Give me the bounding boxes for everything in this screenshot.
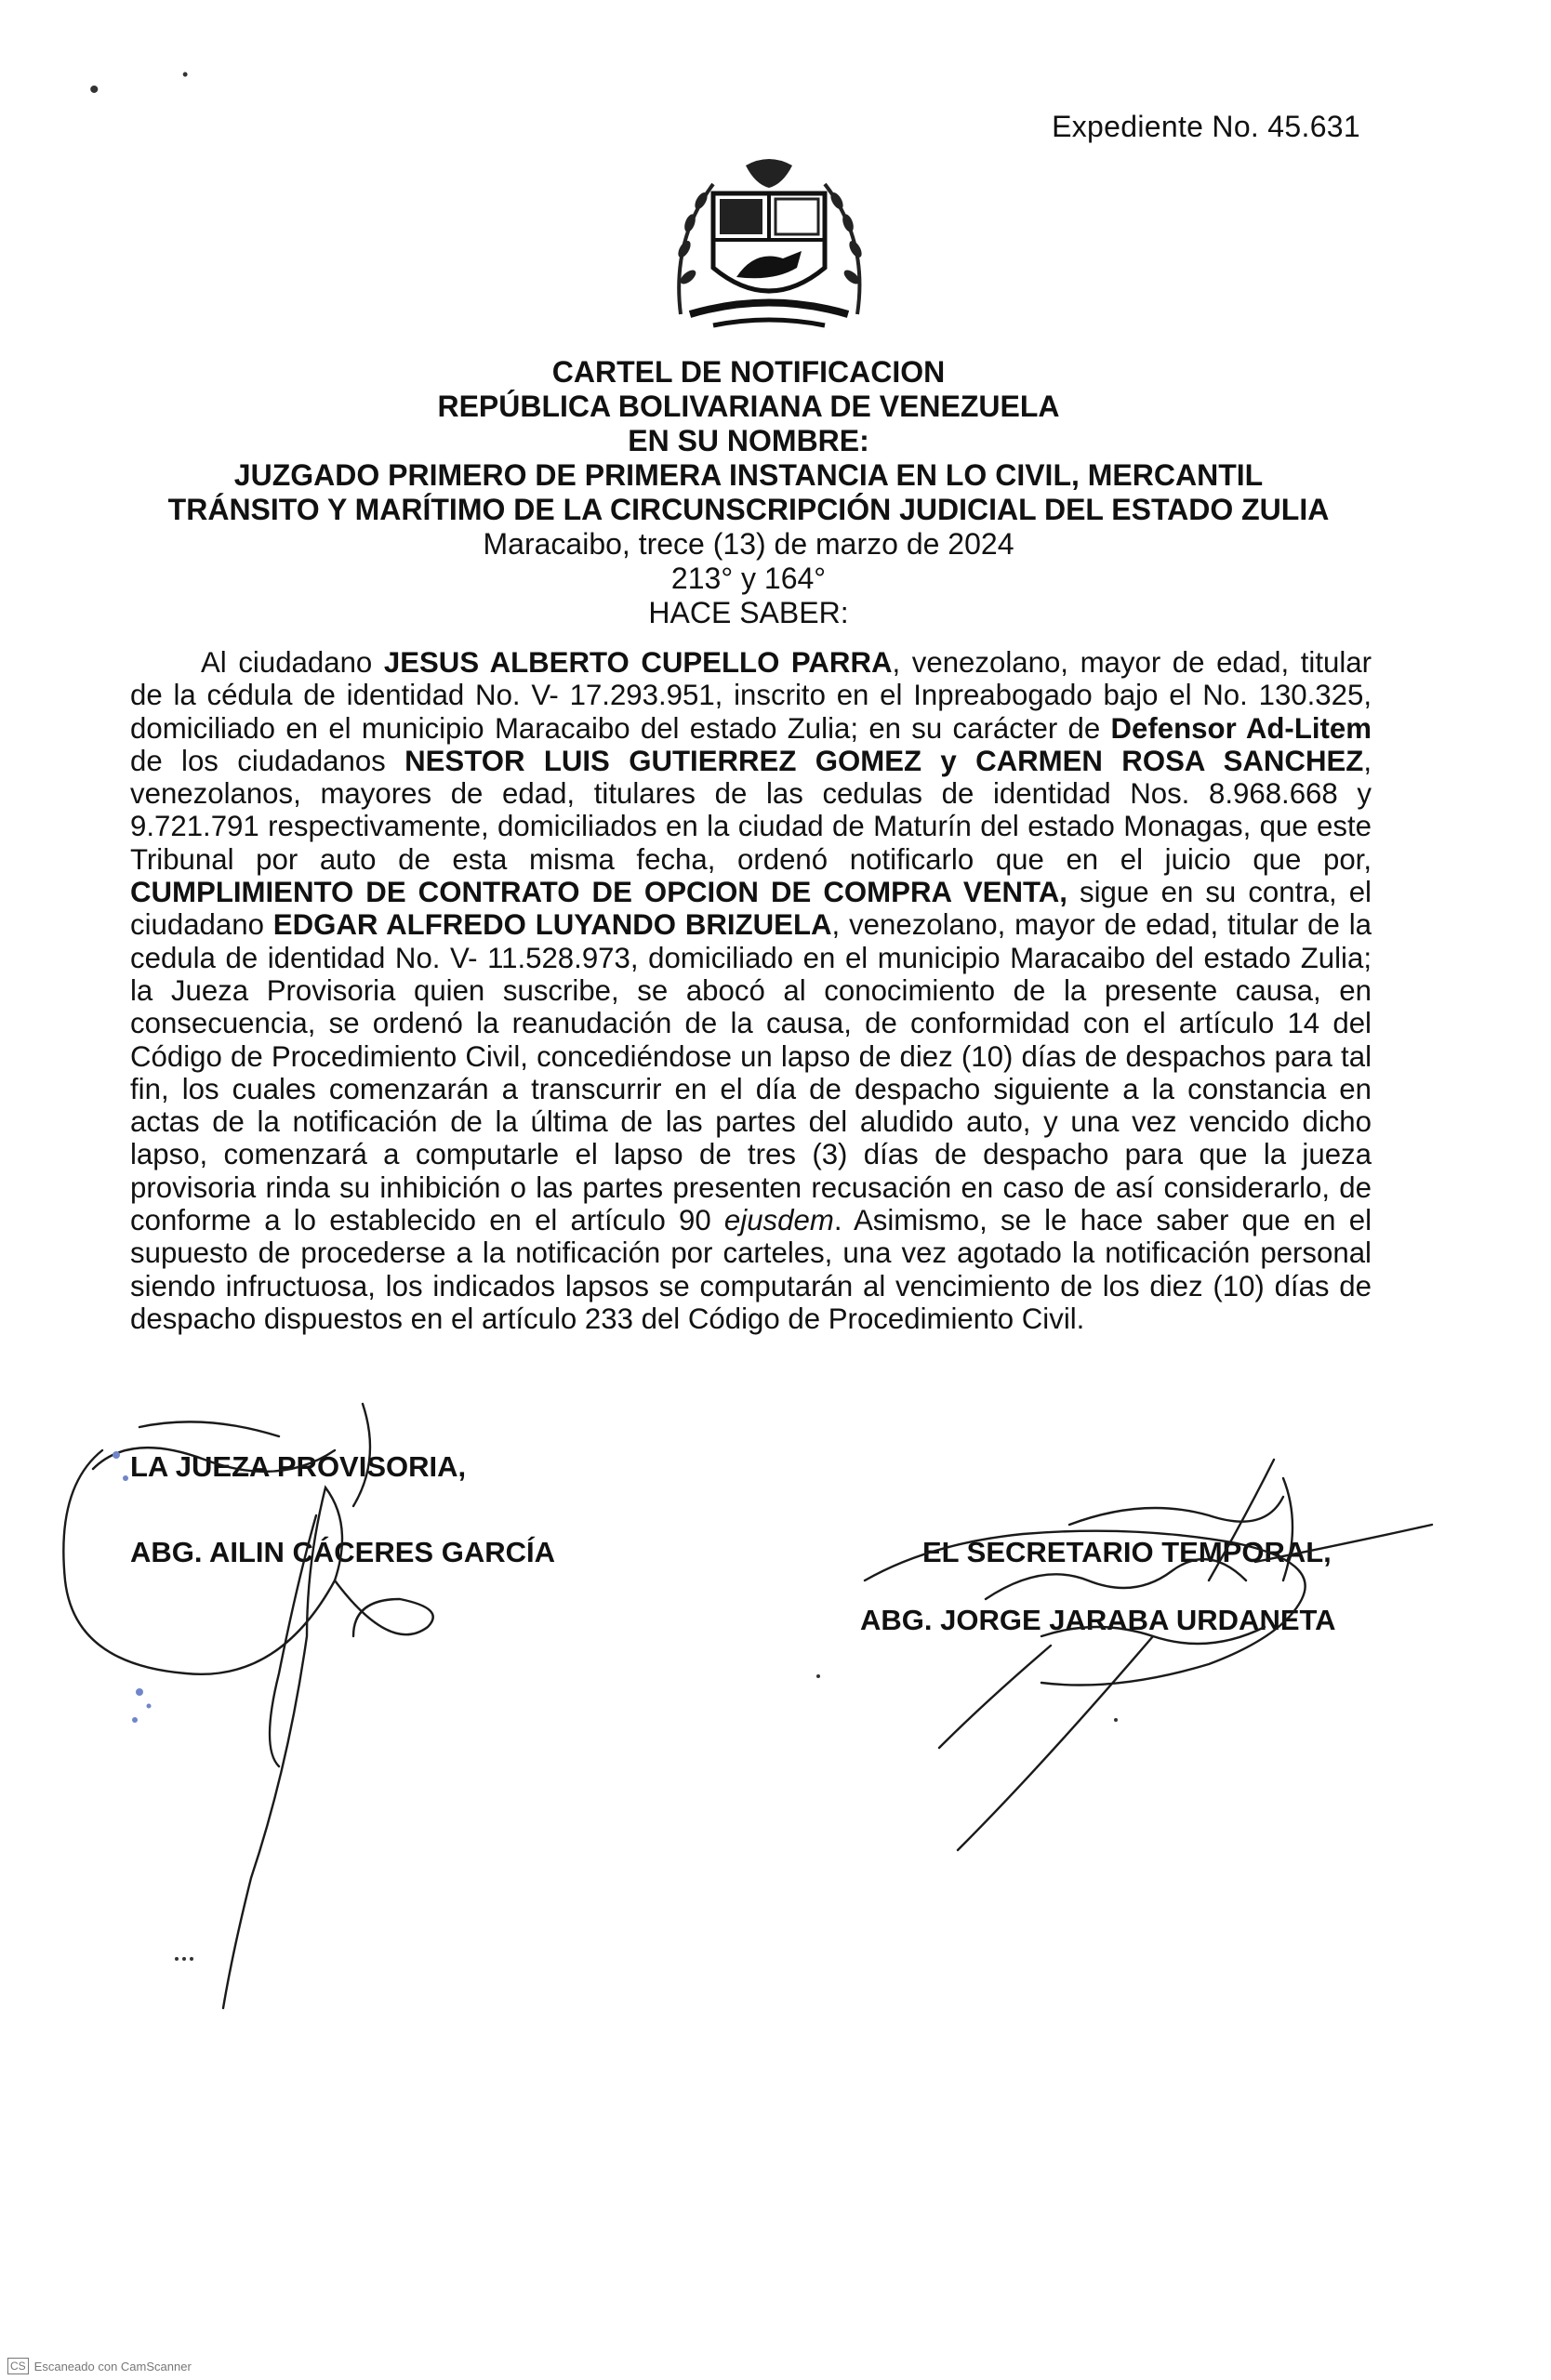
body-text: , venezolano, mayor de edad, titular de la cédula de identidad No. V- 17.293.951, inscrito en el Inpreabogado bajo el No. 130.325, domiciliado en el municipio Maracaibo del estado Zulia; en su carácter de <box>130 646 1372 745</box>
notice-header <box>130 355 1367 630</box>
years-of-independence: 213° y 164° <box>670 562 827 595</box>
role-defensor: Defensor Ad-Litem <box>1110 711 1372 745</box>
case-number: Expediente No. 45.631 <box>1052 110 1360 143</box>
case-subject: CUMPLIMIENTO DE CONTRATO DE OPCION DE COMPRA VENTA, <box>130 876 1067 909</box>
body-text: , venezolanos, mayores de edad, titulares de las cedulas de identidad Nos. 8.968.668 y 9.721.791 respectivamente, domiciliados en la ciudad de Maturín del estado Monagas, que este Tribunal por auto de esta misma fecha, ordenó notificarlo que en el juicio que por, <box>130 744 1372 876</box>
secretary-name: ABG. JORGE JARABA URDANETA <box>860 1604 1336 1636</box>
body-text: , venezolano, mayor de edad, titular de la cedula de identidad No. V- 11.528.973, domiciliado en el municipio Maracaibo del estado Zulia; la Jueza Provisoria quien suscribe, se abocó al conocimiento de la presente causa, en consecuencia, se ordenó la reanudación de la causa, de conformidad con el artículo 14 del Código de Procedimiento Civil, concediéndose un lapso de diez (10) días de despachos para tal fin, los cuales comenzarán a transcurrir en el día de despacho siguiente a la constancia en actas de la notificación de la última de las partes del aludido auto, y una vez vencido dicho lapso, comenzará a computarle el lapso de tres (3) días de despacho para que la jueza provisoria rinda su inhibición o las partes presenten recusación en caso de así considerarlo, de conforme a lo establecido en el artículo 90 <box>130 908 1372 1237</box>
scan-speck: • <box>89 74 99 105</box>
recipient-name: JESUS ALBERTO CUPELLO PARRA <box>383 646 893 679</box>
country-name: REPÚBLICA BOLIVARIANA DE VENEZUELA <box>437 390 1060 423</box>
scanner-watermark <box>7 2358 192 2374</box>
scan-speck: • <box>182 65 189 84</box>
scanner-label: Escaneado con CamScanner <box>33 2359 192 2373</box>
body-text: . Asimismo, se le hace saber que en el supuesto de procederse a la notificación por carteles, una vez agotado la notificación personal siendo infructuosa, los indicados lapsos se computarán al vencimiento de los diez (10) días de despacho dispuestos en el artículo 233 del Código de Procedimiento Civil. <box>130 1204 1372 1335</box>
secretary-title: EL SECRETARIO TEMPORAL, <box>922 1536 1332 1568</box>
place-and-date: Maracaibo, trece (13) de marzo de 2024 <box>483 527 1014 561</box>
court-name-line2: TRÁNSITO Y MARÍTIMO DE LA CIRCUNSCRIPCIÓN JUDICIAL DEL ESTADO ZULIA <box>167 493 1330 526</box>
court-name-line1: JUZGADO PRIMERO DE PRIMERA INSTANCIA EN LO CIVIL, MERCANTIL <box>233 458 1264 492</box>
hace-saber: HACE SABER: <box>648 596 849 629</box>
judge-title: LA JUEZA PROVISORIA, <box>130 1450 467 1483</box>
camscanner-icon: CS <box>7 2358 29 2374</box>
represented-parties: NESTOR LUIS GUTIERREZ GOMEZ y CARMEN ROSA SANCHEZ <box>404 744 1364 777</box>
body-text: Al ciudadano <box>201 646 384 679</box>
plaintiff-name: EDGAR ALFREDO LUYANDO BRIZUELA <box>272 908 832 942</box>
body-text: sigue en su contra, el ciudadano <box>130 876 1372 942</box>
body-text: de los ciudadanos <box>130 744 405 777</box>
judge-name: ABG. AILIN CÁCERES GARCÍA <box>130 1536 555 1568</box>
notice-body <box>130 646 1372 1335</box>
judge-signature <box>63 1450 342 2008</box>
coat-of-arms-seal <box>662 156 876 333</box>
in-its-name: EN SU NOMBRE: <box>628 424 869 457</box>
latin-term: ejusdem <box>723 1204 834 1237</box>
notice-title: CARTEL DE NOTIFICACION <box>551 355 946 389</box>
notice-paragraph <box>130 646 1372 1335</box>
